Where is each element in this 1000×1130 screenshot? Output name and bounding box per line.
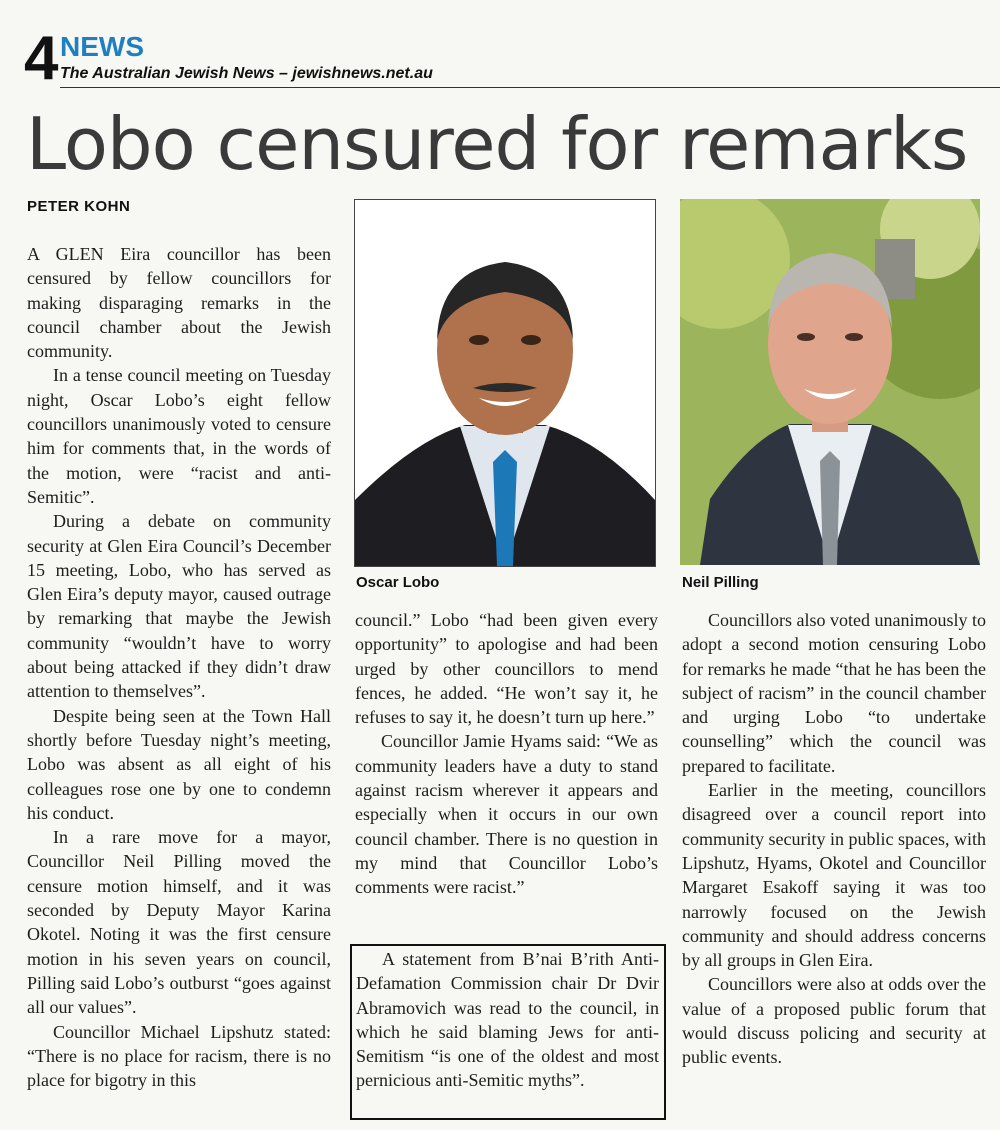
page-number: 4 — [24, 24, 59, 93]
article-column-1 — [27, 242, 331, 1092]
paragraph: In a tense council meeting on Tuesday night, Oscar Lobo’s eight fellow councillors unanimously voted to censure him for comments that, in the words of the motion, were “racist and anti-Semitic”. — [27, 365, 331, 507]
publication-line: The Australian Jewish News – jewishnews.net.au — [60, 65, 433, 82]
headline: Lobo censured for remarks — [26, 102, 968, 186]
paragraph: During a debate on community security at Glen Eira Council’s December 15 meeting, Lobo, who has served as Glen Eira’s deputy mayor, caused outrage by remarking that maybe the Jewish community “wouldn’t have to worry about being attacked if they didn’t draw attention to themselves”. — [27, 511, 331, 702]
paragraph: A statement from B’nai B’rith Anti-Defamation Commission chair Dr Dvir Abramovich was read to the council, in which he said blaming Jews for anti-Semitism “is one of the oldest and most pernicious anti-Semitic myths”. — [356, 949, 659, 1091]
boxed-paragraph — [356, 947, 659, 1093]
paragraph: council.” Lobo “had been given every opportunity” to apologise and had been urged by other councillors to mend fences, he added. “He won’t say it, he refuses to say it, he doesn’t turn up here.” — [355, 610, 658, 728]
paragraph: Despite being seen at the Town Hall shortly before Tuesday night’s meeting, Lobo was absent as all eight of his colleagues rose one by one to condemn his conduct. — [27, 705, 331, 823]
paragraph: Councillors also voted unanimously to adopt a second motion censuring Lobo for remarks he made “that he has been the subject of racism” in the council chamber and urging Lobo “to undertake counselling” which the council was prepared to facilitate. — [682, 610, 986, 776]
paragraph: In a rare move for a mayor, Councillor Neil Pilling moved the censure motion himself, and it was seconded by Deputy Mayor Karina Okotel. Noting it was the first censure motion in his seven years on council, Pilling said Lobo’s outburst “goes against all our values”. — [27, 827, 331, 1018]
paragraph: Councillors were also at odds over the value of a proposed public forum that would discuss policing and security at public events. — [682, 974, 986, 1068]
paragraph: Councillor Michael Lipshutz stated: “There is no place for racism, there is no place for bigotry in this — [27, 1021, 331, 1091]
article-column-3 — [682, 608, 986, 1070]
section-label: NEWS — [60, 31, 144, 62]
byline: PETER KOHN — [27, 198, 131, 215]
article-column-2 — [355, 608, 658, 900]
photo-oscar-lobo — [354, 199, 656, 567]
photo-caption: Oscar Lobo — [356, 574, 440, 591]
paragraph: A GLEN Eira councillor has been censured by fellow councillors for making disparaging remarks in the council chamber about the Jewish community. — [27, 244, 331, 362]
photo-neil-pilling — [680, 199, 980, 565]
paragraph: Councillor Jamie Hyams said: “We as community leaders have a duty to stand against racism wherever it appears and especially when it occurs in our own council chamber. There is no question in my mind that Councillor Lobo’s comments were racist.” — [355, 731, 658, 898]
header-rule — [60, 87, 1000, 88]
paragraph: Earlier in the meeting, councillors disagreed over a council report into community security in public spaces, with Lipshutz, Hyams, Okotel and Councillor Margaret Esakoff saying it was too narrowly focused on the Jewish community and should address concerns by all groups in Glen Eira. — [682, 780, 986, 971]
photo-caption: Neil Pilling — [682, 574, 759, 591]
